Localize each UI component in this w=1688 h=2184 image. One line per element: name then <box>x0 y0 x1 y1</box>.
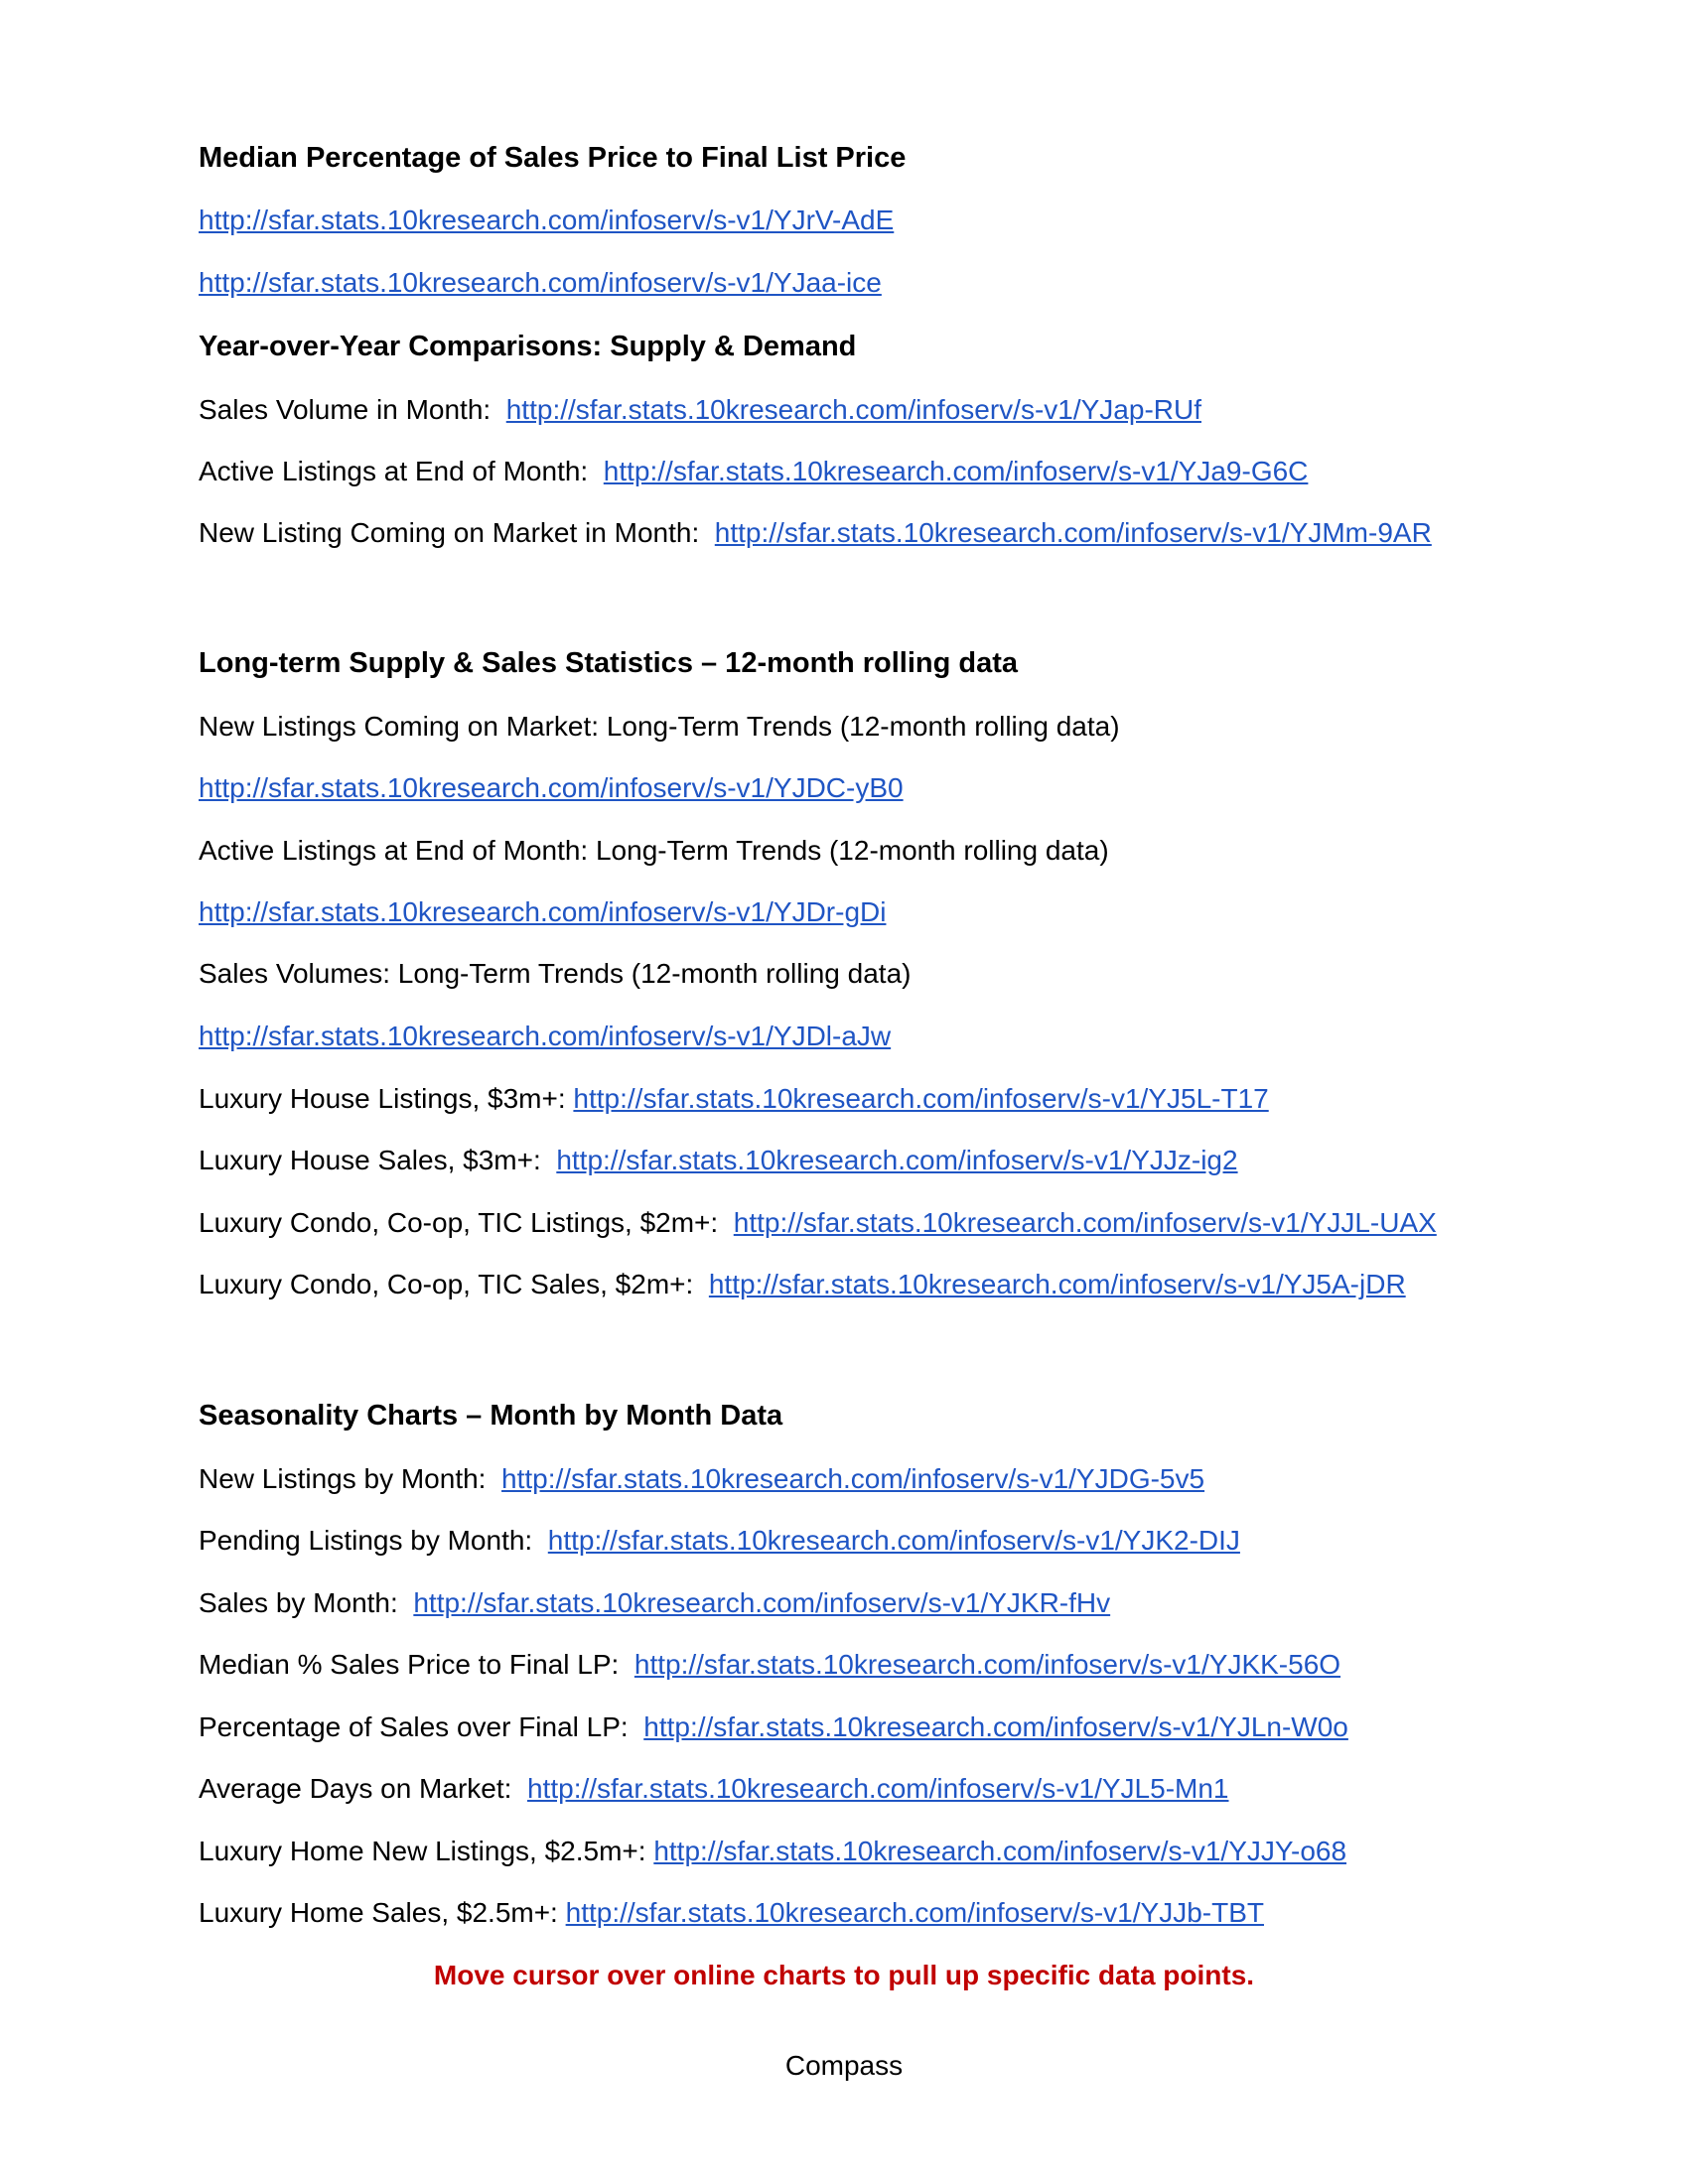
item-label: Pending Listings by Month: <box>199 1525 533 1556</box>
link-luxury-house-sales[interactable]: http://sfar.stats.10kresearch.com/infoserv/s-v1/YJJz-ig2 <box>556 1145 1238 1175</box>
item-label: Sales by Month: <box>199 1587 398 1618</box>
item-label: Sales Volume in Month: <box>199 394 492 425</box>
item-label: Luxury House Sales, $3m+: <box>199 1145 541 1175</box>
cursor-note: Move cursor over online charts to pull up specific data points. <box>433 1960 1255 1990</box>
list-item <box>199 393 1201 427</box>
link-median-pct-2[interactable]: http://sfar.stats.10kresearch.com/infoserv/s-v1/YJaa-ice <box>199 267 882 298</box>
item-label: New Listing Coming on Market in Month: <box>199 517 700 548</box>
item-label: Percentage of Sales over Final LP: <box>199 1711 629 1742</box>
list-item <box>199 1524 1240 1558</box>
section-heading-seasonality: Seasonality Charts – Month by Month Data <box>199 1400 783 1432</box>
list-item <box>199 1082 1269 1116</box>
document-page <box>199 0 1489 2184</box>
section-heading-median-pct: Median Percentage of Sales Price to Final List Price <box>199 142 907 174</box>
link-new-listings-by-month[interactable]: http://sfar.stats.10kresearch.com/infoserv/s-v1/YJDG-5v5 <box>501 1463 1205 1494</box>
item-label: Luxury Home New Listings, $2.5m+: <box>199 1836 646 1866</box>
link-active-listings-month[interactable]: http://sfar.stats.10kresearch.com/infoserv/s-v1/YJa9-G6C <box>603 456 1309 486</box>
footer-brand: Compass <box>784 2050 904 2081</box>
list-item <box>199 1648 1340 1682</box>
trend-label: Sales Volumes: Long-Term Trends (12-month rolling data) <box>199 958 912 989</box>
list-item <box>199 1144 1238 1177</box>
list-item <box>199 1772 1229 1806</box>
list-item <box>199 1268 1406 1301</box>
item-label: Luxury Home Sales, $2.5m+: <box>199 1897 558 1928</box>
link-sales-volume-month[interactable]: http://sfar.stats.10kresearch.com/infoserv/s-v1/YJap-RUf <box>505 394 1201 425</box>
link-avg-days-on-market[interactable]: http://sfar.stats.10kresearch.com/infoserv/s-v1/YJL5-Mn1 <box>526 1773 1229 1804</box>
link-luxury-home-new-listings[interactable]: http://sfar.stats.10kresearch.com/infoserv/s-v1/YJJY-o68 <box>653 1836 1347 1866</box>
item-label: Luxury Condo, Co-op, TIC Listings, $2m+: <box>199 1207 719 1238</box>
item-label: Active Listings at End of Month: <box>199 456 589 486</box>
section-heading-yoy: Year-over-Year Comparisons: Supply & Demand <box>199 331 857 362</box>
trend-label: Active Listings at End of Month: Long-Term Trends (12-month rolling data) <box>199 835 1109 866</box>
list-item <box>199 1896 1264 1930</box>
list-item <box>199 1710 1348 1744</box>
link-luxury-house-listings[interactable]: http://sfar.stats.10kresearch.com/infoserv/s-v1/YJ5L-T17 <box>573 1083 1269 1114</box>
item-label: Median % Sales Price to Final LP: <box>199 1649 620 1680</box>
link-sales-by-month[interactable]: http://sfar.stats.10kresearch.com/infoserv/s-v1/YJKR-fHv <box>413 1587 1111 1618</box>
item-label: Average Days on Market: <box>199 1773 512 1804</box>
item-label: Luxury House Listings, $3m+: <box>199 1083 566 1114</box>
list-item <box>199 1206 1437 1240</box>
link-sales-volumes-trend[interactable]: http://sfar.stats.10kresearch.com/infoserv/s-v1/YJDl-aJw <box>199 1021 892 1051</box>
link-luxury-home-sales[interactable]: http://sfar.stats.10kresearch.com/infoserv/s-v1/YJJb-TBT <box>565 1897 1264 1928</box>
link-pending-listings-by-month[interactable]: http://sfar.stats.10kresearch.com/infoserv/s-v1/YJK2-DIJ <box>547 1525 1240 1556</box>
link-new-listing-month[interactable]: http://sfar.stats.10kresearch.com/infoserv/s-v1/YJMm-9AR <box>714 517 1432 548</box>
list-item <box>199 1835 1346 1868</box>
list-item <box>199 1586 1110 1620</box>
section-heading-long-term: Long-term Supply & Sales Statistics – 12-month rolling data <box>199 647 1019 679</box>
link-median-pct-final-lp[interactable]: http://sfar.stats.10kresearch.com/infoserv/s-v1/YJKK-56O <box>633 1649 1341 1680</box>
list-item <box>199 516 1432 550</box>
link-luxury-condo-sales[interactable]: http://sfar.stats.10kresearch.com/infoserv/s-v1/YJ5A-jDR <box>708 1269 1406 1299</box>
link-pct-sales-over-final-lp[interactable]: http://sfar.stats.10kresearch.com/infoserv/s-v1/YJLn-W0o <box>643 1711 1348 1742</box>
link-active-listings-trend[interactable]: http://sfar.stats.10kresearch.com/infoserv/s-v1/YJDr-gDi <box>199 896 887 927</box>
list-item <box>199 455 1308 488</box>
trend-label: New Listings Coming on Market: Long-Term Trends (12-month rolling data) <box>199 711 1120 742</box>
item-label: New Listings by Month: <box>199 1463 487 1494</box>
link-luxury-condo-listings[interactable]: http://sfar.stats.10kresearch.com/infoserv/s-v1/YJJL-UAX <box>733 1207 1437 1238</box>
link-new-listings-trend[interactable]: http://sfar.stats.10kresearch.com/infoserv/s-v1/YJDC-yB0 <box>199 772 904 803</box>
list-item <box>199 1462 1204 1496</box>
link-median-pct-1[interactable]: http://sfar.stats.10kresearch.com/infoserv/s-v1/YJrV-AdE <box>199 205 895 235</box>
item-label: Luxury Condo, Co-op, TIC Sales, $2m+: <box>199 1269 694 1299</box>
